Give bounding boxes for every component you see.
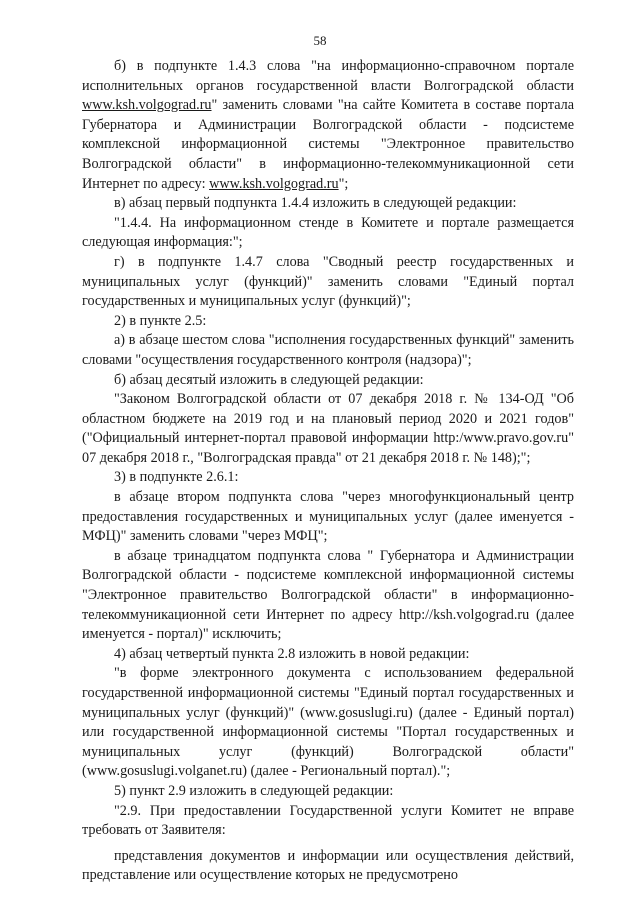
paragraph-8: "Законом Волгоградской области от 07 декабря 2018 г. № 134-ОД "Об областном бюджете на 2019 год и на плановый период 2020 и 2021 годов" ("Официальный интернет-портал правовой информации http:/www.pravo.gov.ru" 07 декабря 2018 г., "Волгоградская правда" от 21 декабря 2018 г. № 148);"; xyxy=(82,391,574,466)
paragraph-2: в) абзац первый подпункта 1.4.4 изложить в следующей редакции: xyxy=(114,195,517,212)
paragraph-15: "2.9. При предоставлении Государственной услуги Комитет не вправе требовать от Заявителя: xyxy=(82,802,574,839)
paragraph-1: б) в подпункте 1.4.3 слова "на информационно-справочном портале исполнительных органов государственной власти Волгоградской области www.ksh.volgograd.ru" заменить словами "на сайте Комитета в составе портала Губернатора и Администрации Волгоградской области - подсистеме комплексной информационной системы "Электронное правительство Волгоградской области" в информационно-телекоммуникационной сети Интернет по адресу: www.ksh.volgograd.ru"; xyxy=(82,58,574,192)
paragraph-3: "1.4.4. На информационном стенде в Комитете и портале размещается следующая информация:"; xyxy=(82,214,574,251)
page-number: 58 xyxy=(313,33,327,48)
link-ksh-volgograd-2[interactable]: www.ksh.volgograd.ru xyxy=(209,175,339,192)
paragraph-11: в абзаце тринадцатом подпункта слова " Губернатора и Администрации Волгоградской области - подсистеме комплексной информационной системы "Электронное правительство Волгоградской области" в информационно-телекоммуникационной сети Интернет по адресу http://ksh.volgograd.ru (далее именуется - портал)" исключить; xyxy=(82,547,574,643)
paragraph-13: "в форме электронного документа с использованием федеральной государственной информационной системы "Единый портал государственных и муниципальных услуг (функций)" (www.gosuslugi.ru) (далее - Единый портал) или государственной информационной системы "Портал государственных и муниципальных услуг (функций) Волгоградской области" (www.gosuslugi.volganet.ru) (далее - Региональный портал)."; xyxy=(82,665,574,780)
paragraph-12: 4) абзац четвертый пункта 2.8 изложить в новой редакции: xyxy=(114,645,470,662)
paragraph-4: г) в подпункте 1.4.7 слова "Сводный реестр государственных и муниципальных услуг (функций)" заменить словами "Единый портал государственных и муниципальных услуг (функций)"; xyxy=(82,253,574,310)
paragraph-16: представления документов и информации или осуществления действий, представление или осуществление которых не предусмотрено xyxy=(82,847,574,884)
paragraph-10: в абзаце втором подпункта слова "через многофункциональный центр предоставления государственных и муниципальных услуг (далее именуется - МФЦ)" заменить словами "через МФЦ"; xyxy=(82,489,574,545)
paragraph-9: 3) в подпункте 2.6.1: xyxy=(114,469,239,486)
paragraph-7: б) абзац десятый изложить в следующей редакции: xyxy=(114,371,424,388)
paragraph-14: 5) пункт 2.9 изложить в следующей редакции: xyxy=(114,782,394,799)
paragraph-6: а) в абзаце шестом слова "исполнения государственных функций" заменить словами "осуществления государственного контроля (надзора)"; xyxy=(82,332,574,368)
paragraph-5: 2) в пункте 2.5: xyxy=(114,312,207,329)
link-ksh-volgograd[interactable]: www.ksh.volgograd.ru xyxy=(82,97,212,114)
document-body xyxy=(82,57,574,886)
